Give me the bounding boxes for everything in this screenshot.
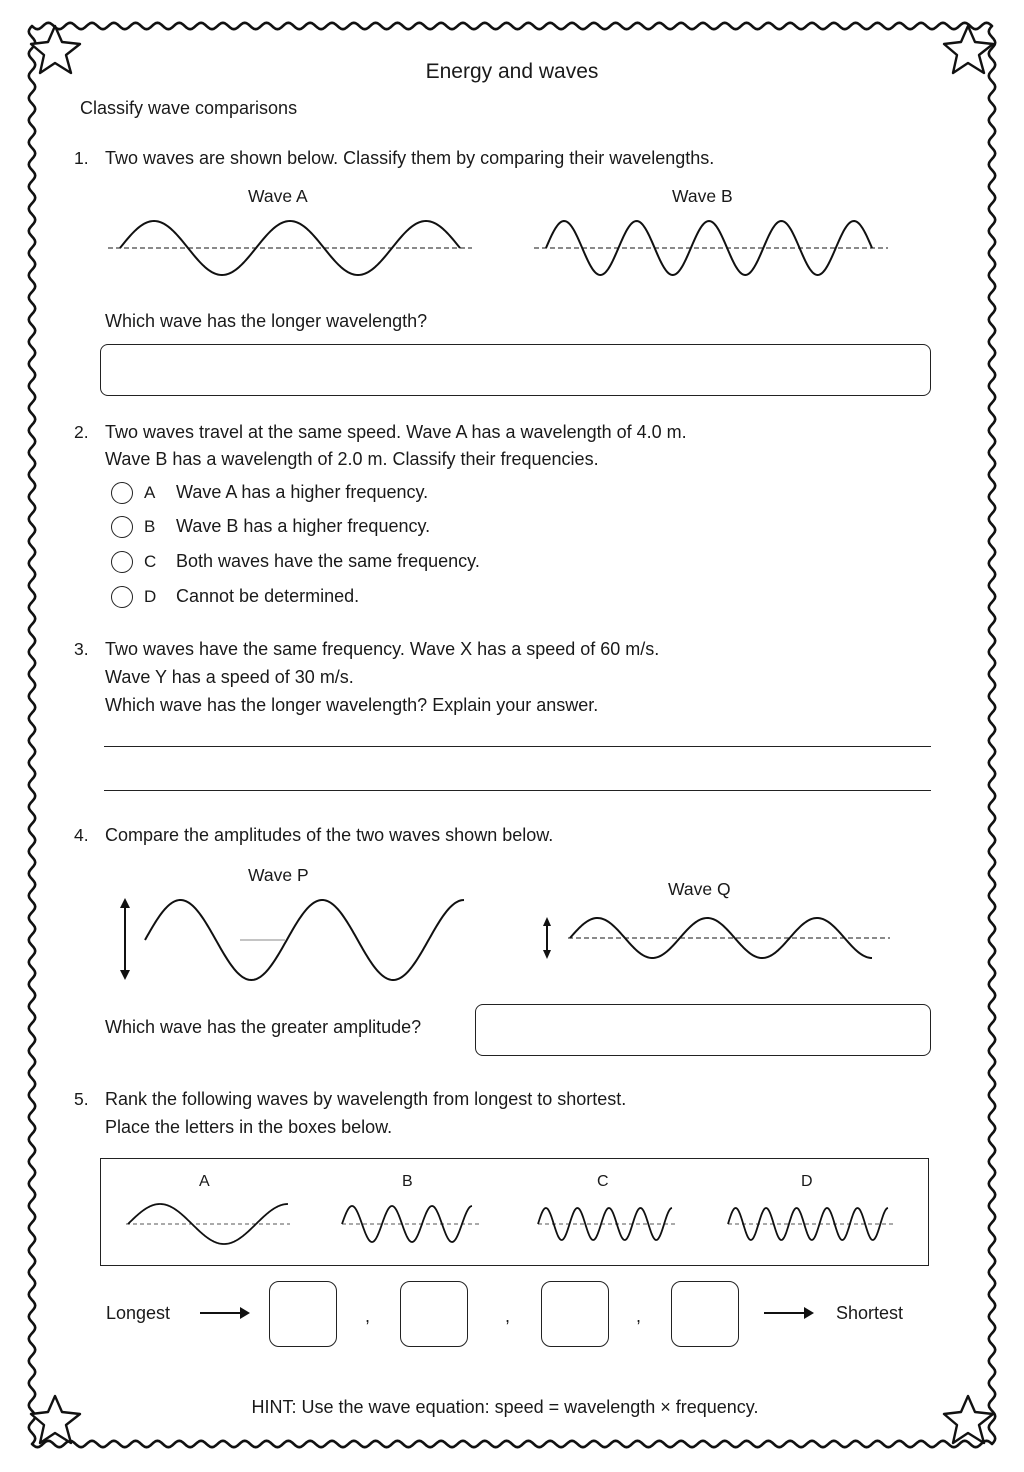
rank-box-1[interactable] (269, 1281, 337, 1347)
question-5-line-2: Place the letters in the boxes below. (105, 1117, 393, 1137)
wave-p-diagram (110, 890, 480, 1000)
question-3-line-3: Which wave has the longer wavelength? Explain your answer. (105, 695, 599, 715)
option-c-text: Both waves have the same frequency. (176, 551, 480, 571)
option-b-text: Wave B has a higher frequency. (176, 516, 431, 536)
wave-a-diagram (100, 210, 480, 290)
answer-line-2[interactable] (104, 790, 931, 791)
rank-wave-a-diagram (122, 1200, 292, 1250)
wave-a-label: Wave A (248, 186, 308, 206)
rank-wave-a-label: A (199, 1173, 210, 1190)
question-1-prompt: Which wave has the longer wavelength? (105, 311, 428, 331)
option-a-radio[interactable] (111, 482, 133, 504)
page-title: Energy and waves (425, 60, 599, 83)
question-4-prompt: Which wave has the greater amplitude? (105, 1017, 422, 1037)
rank-separator-1: , (365, 1306, 371, 1326)
hint-text: HINT: Use the wave equation: speed = wavelength × frequency. (251, 1397, 759, 1417)
wave-b-diagram (530, 210, 890, 290)
rank-wave-d-diagram (724, 1200, 896, 1250)
option-b-letter: B (144, 517, 156, 536)
double-arrow-icon (120, 898, 130, 980)
page-subtitle: Classify wave comparisons (80, 98, 298, 118)
question-1-number: 1. (74, 148, 89, 168)
double-arrow-icon (543, 917, 551, 959)
question-3-line-1: Two waves have the same frequency. Wave X has a speed of 60 m/s. (105, 639, 660, 659)
rank-wave-c-label: C (597, 1173, 609, 1190)
option-a-text: Wave A has a higher frequency. (176, 482, 429, 502)
rank-separator-2: , (505, 1306, 511, 1326)
question-2-number: 2. (74, 422, 89, 442)
wave-q-label: Wave Q (668, 879, 731, 899)
wave-p-label: Wave P (248, 865, 309, 885)
question-3-number: 3. (74, 639, 89, 659)
question-2-line-2: Wave B has a wavelength of 2.0 m. Classify their frequencies. (105, 449, 599, 469)
right-arrow-icon (764, 1304, 816, 1322)
rank-box-3[interactable] (541, 1281, 609, 1347)
question-1-answer-box[interactable] (100, 344, 931, 396)
rank-wave-c-diagram (534, 1200, 679, 1250)
right-arrow-icon (200, 1304, 252, 1322)
option-d-radio[interactable] (111, 586, 133, 608)
question-4-text: Compare the amplitudes of the two waves shown below. (105, 825, 554, 845)
option-c-radio[interactable] (111, 551, 133, 573)
option-d-text: Cannot be determined. (176, 586, 360, 606)
wave-q-diagram (530, 905, 900, 975)
option-c-letter: C (144, 552, 157, 571)
answer-line-1[interactable] (104, 746, 931, 747)
rank-box-2[interactable] (400, 1281, 468, 1347)
rank-wave-b-diagram (338, 1200, 483, 1250)
option-a-letter: A (144, 483, 156, 502)
question-2-line-1: Two waves travel at the same speed. Wave A has a wavelength of 4.0 m. (105, 422, 687, 442)
longest-label: Longest (106, 1303, 171, 1323)
question-4-answer-box[interactable] (475, 1004, 931, 1056)
question-5-number: 5. (74, 1089, 89, 1109)
question-3-line-2: Wave Y has a speed of 30 m/s. (105, 667, 354, 687)
question-5-line-1: Rank the following waves by wavelength from longest to shortest. (105, 1089, 627, 1109)
option-d-letter: D (144, 587, 157, 606)
question-4-number: 4. (74, 825, 89, 845)
wave-b-label: Wave B (672, 186, 733, 206)
rank-separator-3: , (636, 1306, 642, 1326)
question-1-text: Two waves are shown below. Classify them by comparing their wavelengths. (105, 148, 715, 168)
rank-box-4[interactable] (671, 1281, 739, 1347)
shortest-label: Shortest (836, 1303, 904, 1323)
rank-wave-d-label: D (801, 1173, 813, 1190)
rank-wave-b-label: B (402, 1173, 413, 1190)
option-b-radio[interactable] (111, 516, 133, 538)
